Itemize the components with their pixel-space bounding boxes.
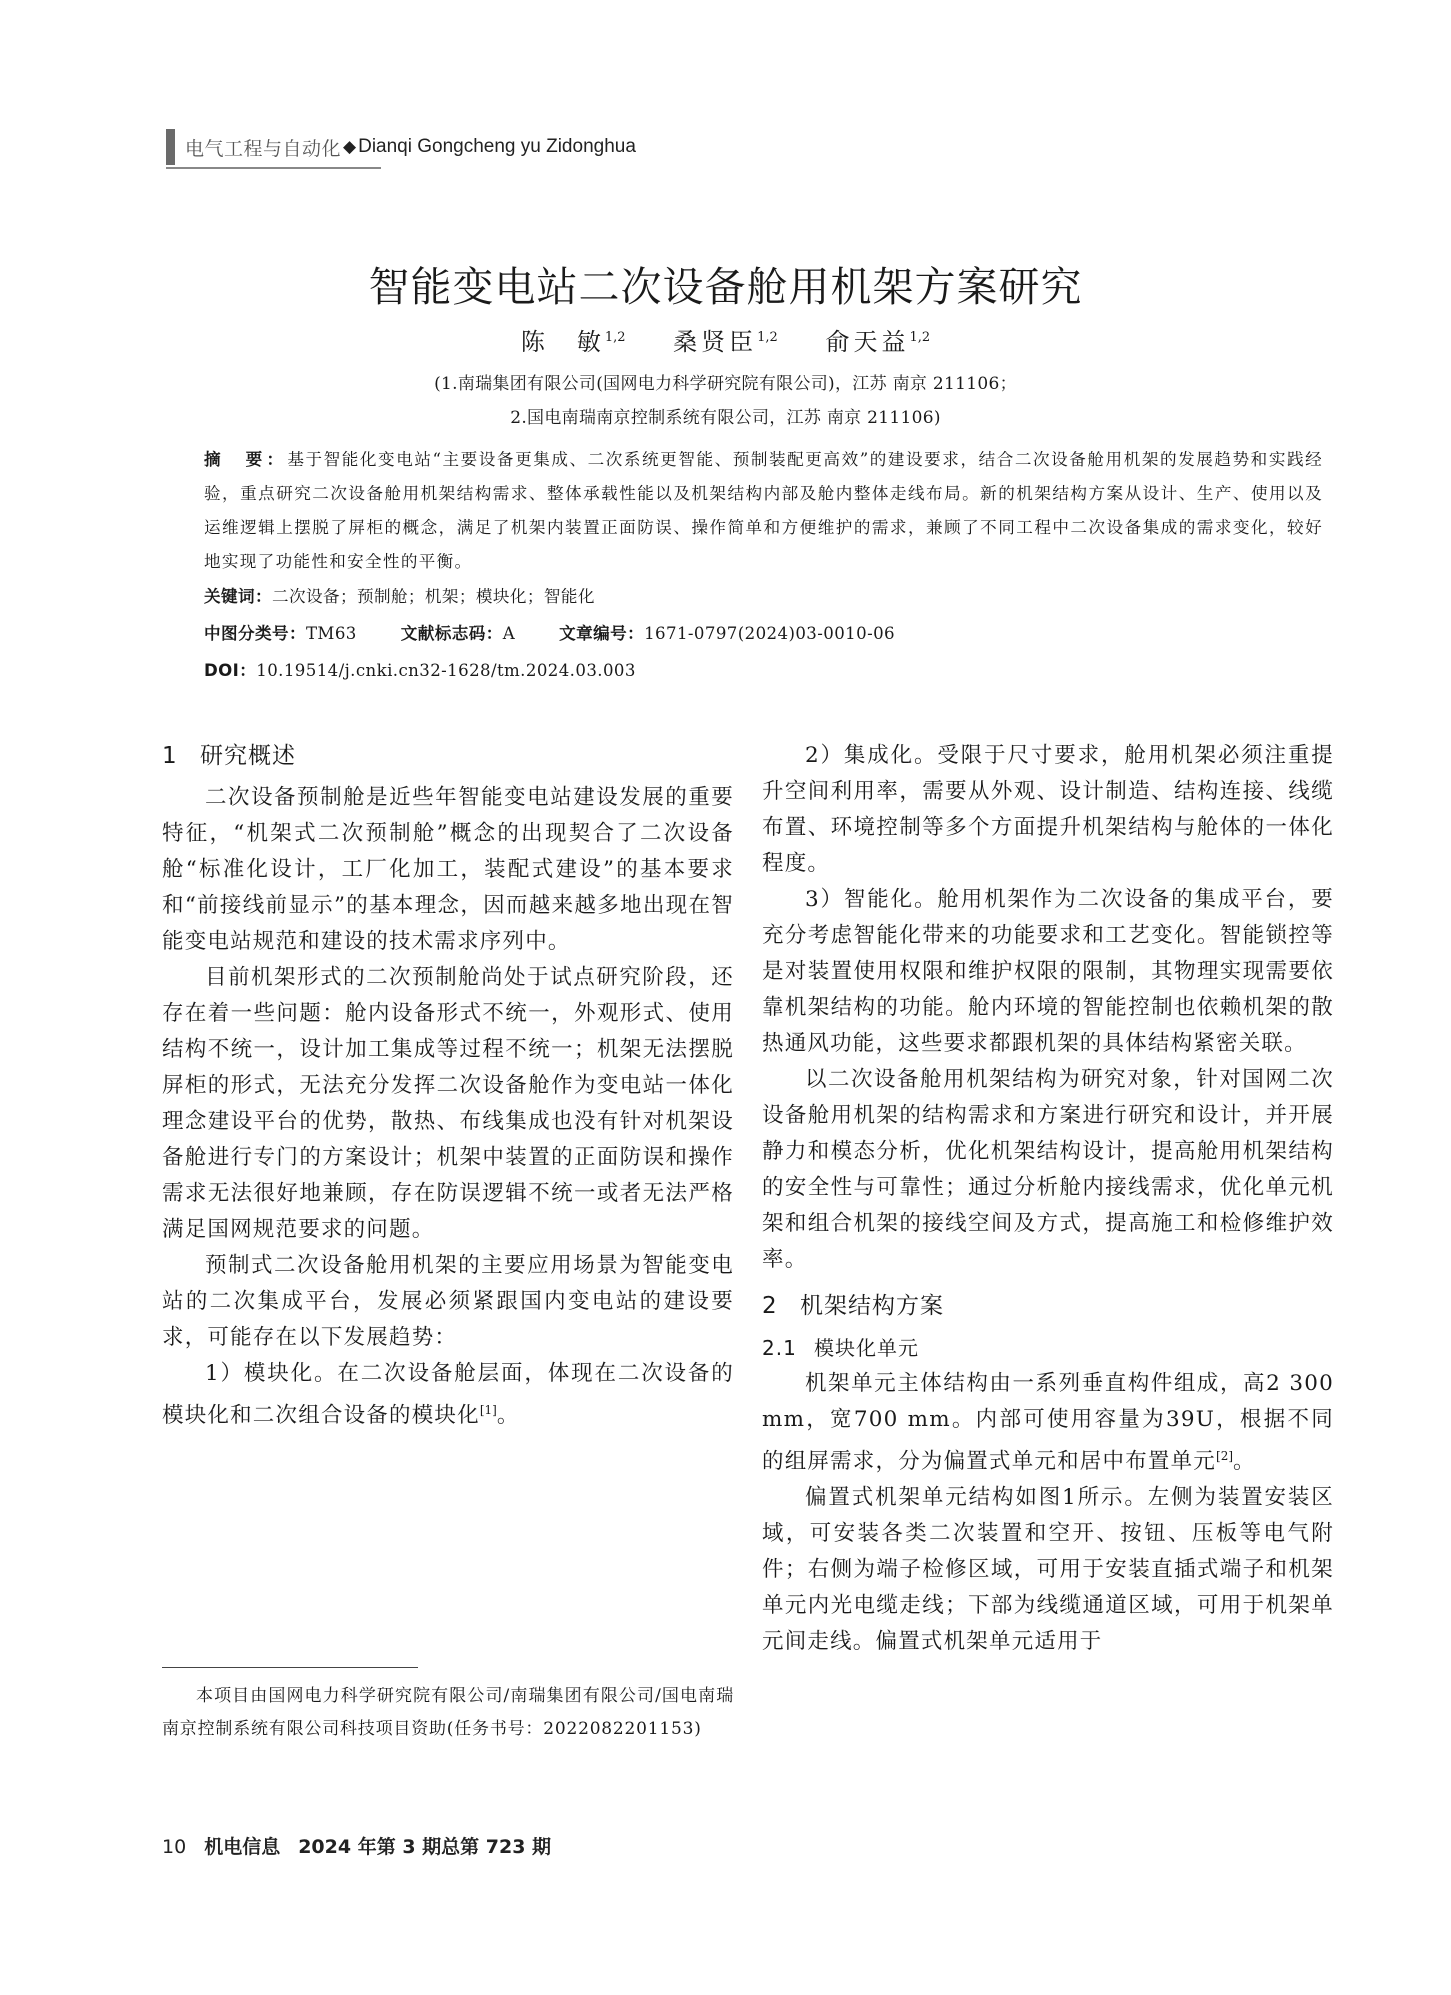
author (521, 328, 626, 356)
page-number: 10 (162, 1836, 187, 1858)
affiliation-1: (1.南瑞集团有限公司(国网电力科学研究院有限公司)，江苏 南京 211106； (434, 374, 1017, 394)
author-affil-mark: 1,2 (909, 330, 931, 345)
author-list (0, 322, 1451, 357)
left-column (162, 738, 734, 1434)
article-no-label: 文章编号： (559, 624, 645, 643)
citation-ref: [1] (479, 1403, 497, 1417)
paragraph-text: 1）模块化。在二次设备舱层面，体现在二次设备的模块化和二次组合设备的模块化 (162, 1361, 734, 1429)
subsection-number: 2.1 (762, 1336, 797, 1360)
paragraph: 预制式二次设备舱用机架的主要应用场景为智能变电站的二次集成平台，发展必须紧跟国内变电站的建设要求，可能存在以下发展趋势： (162, 1253, 734, 1350)
paragraph-end: 。 (1233, 1449, 1256, 1475)
paragraph-text: 机架单元主体结构由一系列垂直构件组成，高2 300 mm，宽700 mm。内部可使用容量为39U，根据不同的组屏需求，分为偏置式单元和居中布置单元 (762, 1371, 1334, 1475)
affiliation-2: 2.国电南瑞南京控制系统有限公司，江苏 南京 211106) (510, 408, 941, 428)
citation-ref: [2] (1216, 1449, 1234, 1463)
page-footer (162, 1832, 551, 1859)
footnote-rule (162, 1667, 418, 1668)
section-number: 2 (762, 1293, 778, 1319)
paragraph-end: 。 (496, 1403, 520, 1429)
section-title: 机架结构方案 (800, 1293, 944, 1319)
section-heading (762, 1288, 1334, 1324)
article-no-value: 1671-0797(2024)03-0010-06 (644, 624, 895, 643)
paragraph (762, 1366, 1334, 1480)
running-header (166, 129, 636, 165)
abstract-text: 基于智能化变电站“主要设备更集成、二次系统更智能、预制装配更高效”的建设要求，结合二次设备舱用机架的发展趋势和实践经验，重点研究二次设备舱用机架结构需求、整体承载性能以及机架结构内部及舱内整体走线布局。新的机架结构方案从设计、生产、使用以及运维逻辑上摆脱了屏柜的概念，满足了机架内装置正面防误、操作简单和方便维护的需求，兼顾了不同工程中二次设备集成的需求变化，较好地实现了功能性和安全性的平衡。 (204, 450, 1323, 571)
journal-name-pinyin: Dianqi Gongcheng yu Zidonghua (358, 136, 636, 157)
doi-value: 10.19514/j.cnki.cn32-1628/tm.2024.03.003 (256, 661, 636, 680)
classification-line (204, 620, 895, 644)
abstract (204, 443, 1323, 579)
diamond-icon: ◆ (343, 137, 357, 157)
paragraph: 偏置式机架单元结构如图1所示。左侧为装置安装区域，可安装各类二次装置和空开、按钮、压板等电气附件；右侧为端子检修区域，可用于安装直插式端子和机架单元内光电缆走线；下部为线缆通道区域，可用于机架单元间走线。偏置式机架单元适用于 (762, 1485, 1334, 1655)
author-affil-mark: 1,2 (604, 330, 626, 345)
keywords (204, 583, 595, 607)
paragraph: 二次设备预制舱是近些年智能变电站建设发展的重要特征，“机架式二次预制舱”概念的出现契合了二次设备舱“标准化设计，工厂化加工，装配式建设”的基本要求和“前接线前显示”的基本理念，因而越来越多地出现在智能变电站规范和建设的技术需求序列中。 (162, 785, 734, 954)
paper-title: 智能变电站二次设备舱用机架方案研究 (368, 263, 1083, 311)
doc-code-value: A (502, 624, 516, 643)
header-rule (166, 167, 381, 169)
subsection-heading (762, 1330, 1334, 1366)
author-name: 桑贤臣 (673, 328, 758, 356)
section-title: 研究概述 (200, 743, 296, 769)
journal-name-cn: 电气工程与自动化 (185, 137, 342, 160)
paragraph: 2）集成化。受限于尺寸要求，舱用机架必须注重提升空间利用率，需要从外观、设计制造、结构连接、线缆布置、环境控制等多个方面提升机架结构与舱体的一体化程度。 (762, 743, 1334, 876)
clc-value: TM63 (305, 624, 357, 643)
author-name: 俞天益 (825, 328, 910, 356)
right-column (762, 738, 1334, 1660)
keywords-label: 关键词： (204, 587, 272, 606)
subsection-title: 模块化单元 (814, 1336, 919, 1360)
doc-code-label: 文献标志码： (400, 624, 503, 643)
paragraph: 目前机架形式的二次预制舱尚处于试点研究阶段，还存在着一些问题：舱内设备形式不统一，外观形式、使用结构不统一，设计加工集成等过程不统一；机架无法摆脱屏柜的形式，无法充分发挥二次设备舱作为变电站一体化理念建设平台的优势，散热、布线集成也没有针对机架设备舱进行专门的方案设计；机架中装置的正面防误和操作需求无法很好地兼顾，存在防误逻辑不统一或者无法严格满足国网规范要求的问题。 (162, 965, 734, 1242)
paragraph: 3）智能化。舱用机架作为二次设备的集成平台，要充分考虑智能化带来的功能要求和工艺变化。智能锁控等是对装置使用权限和维护权限的限制，其物理实现需要依靠机架结构的功能。舱内环境的智能控制也依赖机架的散热通风功能，这些要求都跟机架的具体结构紧密关联。 (762, 887, 1334, 1056)
doi-label: DOI： (204, 661, 257, 680)
author (673, 328, 778, 356)
funding-footnote: 本项目由国网电力科学研究院有限公司/南瑞集团有限公司/国电南瑞南京控制系统有限公司科技项目资助(任务书号：2022082201153) (162, 1686, 734, 1739)
doi-line (204, 657, 636, 681)
author (825, 328, 930, 356)
abstract-label: 摘 要： (204, 450, 288, 469)
author-affil-mark: 1,2 (757, 330, 778, 345)
footer-journal-name: 机电信息 (204, 1836, 281, 1858)
paragraph: 以二次设备舱用机架结构为研究对象，针对国网二次设备舱用机架的结构需求和方案进行研究和设计，并开展静力和模态分析，优化机架结构设计，提高舱用机架结构的安全性与可靠性；通过分析舱内接线需求，优化单元机架和组合机架的接线空间及方式，提高施工和检修维护效率。 (762, 1067, 1334, 1272)
paragraph (162, 1356, 734, 1434)
section-number: 1 (162, 743, 178, 769)
footer-issue: 2024 年第 3 期总第 723 期 (298, 1836, 552, 1858)
header-bar (166, 129, 175, 165)
section-heading (162, 738, 734, 774)
keywords-text: 二次设备；预制舱；机架；模块化；智能化 (271, 587, 595, 606)
author-name: 陈 敏 (520, 328, 605, 356)
clc-label: 中图分类号： (204, 624, 306, 643)
